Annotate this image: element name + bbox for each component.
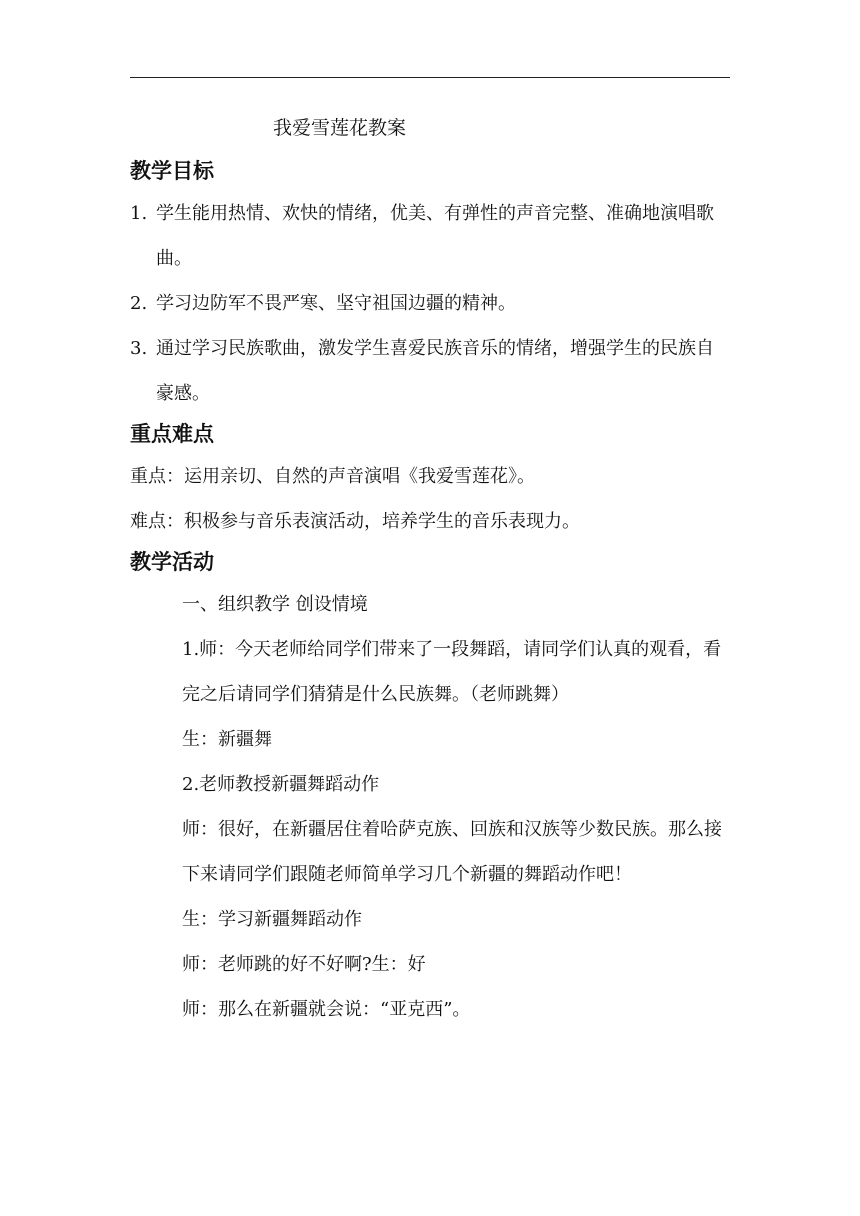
section-heading-keypoints: 重点难点 <box>130 422 214 446</box>
section-heading-activities: 教学活动 <box>130 550 214 574</box>
goal-item-2 <box>130 281 730 326</box>
document-title: 我爱雪莲花教案 <box>273 117 407 139</box>
activity-line: 2.老师教授新疆舞蹈动作 <box>182 774 380 795</box>
goal-text: 学习边防军不畏严寒、坚守祖国边疆的精神。 <box>156 293 516 314</box>
section-heading-goals: 教学目标 <box>130 159 214 183</box>
goal-number: 3. <box>130 338 148 359</box>
goal-item-3 <box>130 326 730 416</box>
activity-line: 生：学习新疆舞蹈动作 <box>182 909 362 930</box>
goal-number: 1. <box>130 203 148 224</box>
header-rule <box>130 77 730 78</box>
activity-line: 生：新疆舞 <box>182 729 272 750</box>
goal-text: 学生能用热情、欢快的情绪，优美、有弹性的声音完整、准确地演唱歌曲。 <box>156 203 714 269</box>
goal-item-1 <box>130 191 730 281</box>
document-body <box>130 113 730 1032</box>
activity-line: 师：老师跳的好不好啊?生：好 <box>182 954 426 975</box>
focus-paragraph: 重点：运用亲切、自然的声音演唱《我爱雪莲花》。 <box>130 466 535 487</box>
goal-number: 2. <box>130 293 148 314</box>
difficulty-paragraph: 难点：积极参与音乐表演活动，培养学生的音乐表现力。 <box>130 511 580 532</box>
activity-line: 1.师：今天老师给同学们带来了一段舞蹈，请同学们认真的观看，看完之后请同学们猜猜是什么民族舞。（老师跳舞） <box>182 639 722 705</box>
activity-line: 师：很好，在新疆居住着哈萨克族、回族和汉族等少数民族。那么接下来请同学们跟随老师简单学习几个新疆的舞蹈动作吧！ <box>182 819 722 885</box>
activity-line: 一、组织教学 创设情境 <box>182 594 368 615</box>
activity-line: 师：那么在新疆就会说：“亚克西”。 <box>182 999 471 1020</box>
goal-text: 通过学习民族歌曲，激发学生喜爱民族音乐的情绪，增强学生的民族自豪感。 <box>156 338 714 404</box>
